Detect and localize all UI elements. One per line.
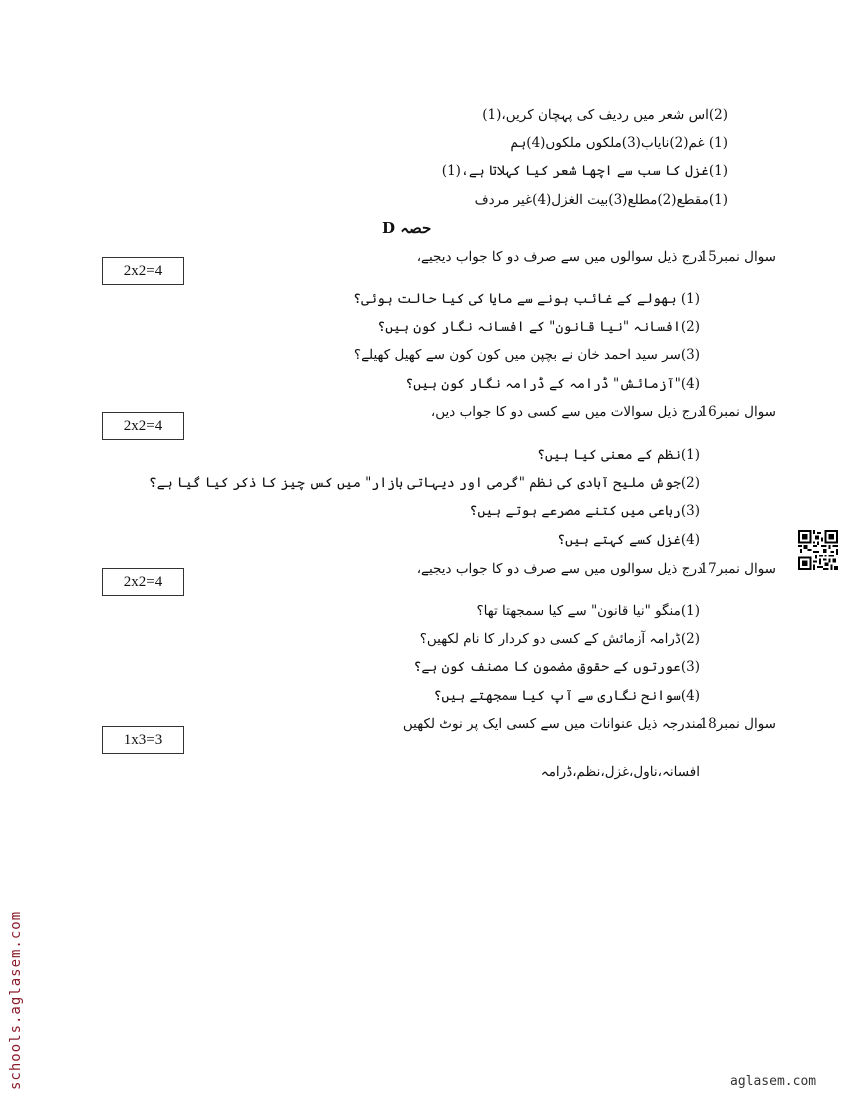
side-watermark: schools.aglasem.com — [8, 910, 24, 1090]
top-line-3: (1)غزل کا سب سے اچھا شعر کیا کہلاتا ہے،(1) — [441, 163, 728, 179]
q17-item-3: (3)عورتوں کے حقوق مضمون کا مصنف کون ہے؟ — [413, 659, 700, 675]
q16-label: سوال نمبر16 — [699, 404, 776, 420]
q18-prompt: مندرجہ ذیل عنوانات میں سے کسی ایک پر نوٹ لکھیں — [402, 716, 703, 732]
q17-item-2: (2)ڈرامہ آزمائش کے کسی دو کردار کا نام لکھیں؟ — [419, 631, 700, 647]
q16-marks-box: 2x2=4 — [102, 412, 184, 440]
qr-code-icon — [798, 530, 838, 570]
q15-label: سوال نمبر15 — [699, 249, 776, 265]
q15-marks-box: 2x2=4 — [102, 257, 184, 285]
top-line-4: (1)مقطع(2)مطلع(3)بیت الغزل(4)غیر مردف — [474, 192, 728, 208]
q17-item-1: (1)منگو "نیا قانون" سے کیا سمجھتا تھا؟ — [476, 603, 700, 619]
q17-item-4: (4)سوانح نگاری سے آپ کیا سمجھتے ہیں؟ — [433, 688, 700, 704]
q16-item-1: (1)نظم کے معنی کیا ہیں؟ — [537, 447, 700, 463]
q16-item-2: (2)جوش ملیح آبادی کی نظم "گرمی اور دیہاتی بازار" میں کس چیز کا ذکر کیا گیا ہے؟ — [148, 475, 700, 491]
q17-marks-box: 2x2=4 — [102, 568, 184, 596]
top-line-2: (1) غم(2)نایاب(3)ملکوں ملکوں(4)ہم — [510, 135, 728, 151]
q18-label: سوال نمبر18 — [699, 716, 776, 732]
q15-item-4: (4)"آزمائش" ڈرامہ کے ڈرامہ نگار کون ہیں؟ — [405, 376, 700, 392]
q15-item-2: (2)افسانہ "نیا قانون" کے افسانہ نگار کون ہیں؟ — [377, 319, 700, 335]
q15-prompt: درج ذیل سوالوں میں سے صرف دو کا جواب دیجیے، — [416, 249, 703, 265]
footer-watermark: aglasem.com — [730, 1074, 817, 1089]
q15-item-3: (3)سر سید احمد خان نے بچپن میں کون کون سے کھیل کھیلے؟ — [353, 347, 700, 363]
section-title: حصہ D — [382, 219, 432, 237]
q18-marks-box: 1x3=3 — [102, 726, 184, 754]
q17-prompt: درج ذیل سوالوں میں سے صرف دو کا جواب دیجیے، — [416, 561, 703, 577]
q16-item-3: (3)رباعی میں کتنے مصرعے ہوتے ہیں؟ — [469, 503, 700, 519]
q15-item-1: (1) بھولے کے غائب ہونے سے مایا کی کیا حالت ہوئی؟ — [353, 291, 700, 307]
top-line-1: (2)اس شعر میں ردیف کی پہچان کریں،(1) — [482, 107, 728, 123]
q18-topics: افسانہ،ناول،غزل،نظم،ڈرامہ — [540, 764, 700, 780]
q16-prompt: درج ذیل سوالات میں سے کسی دو کا جواب دیں، — [430, 404, 703, 420]
q16-item-4: (4)غزل کسے کہتے ہیں؟ — [557, 532, 700, 548]
q17-label: سوال نمبر17 — [699, 561, 776, 577]
